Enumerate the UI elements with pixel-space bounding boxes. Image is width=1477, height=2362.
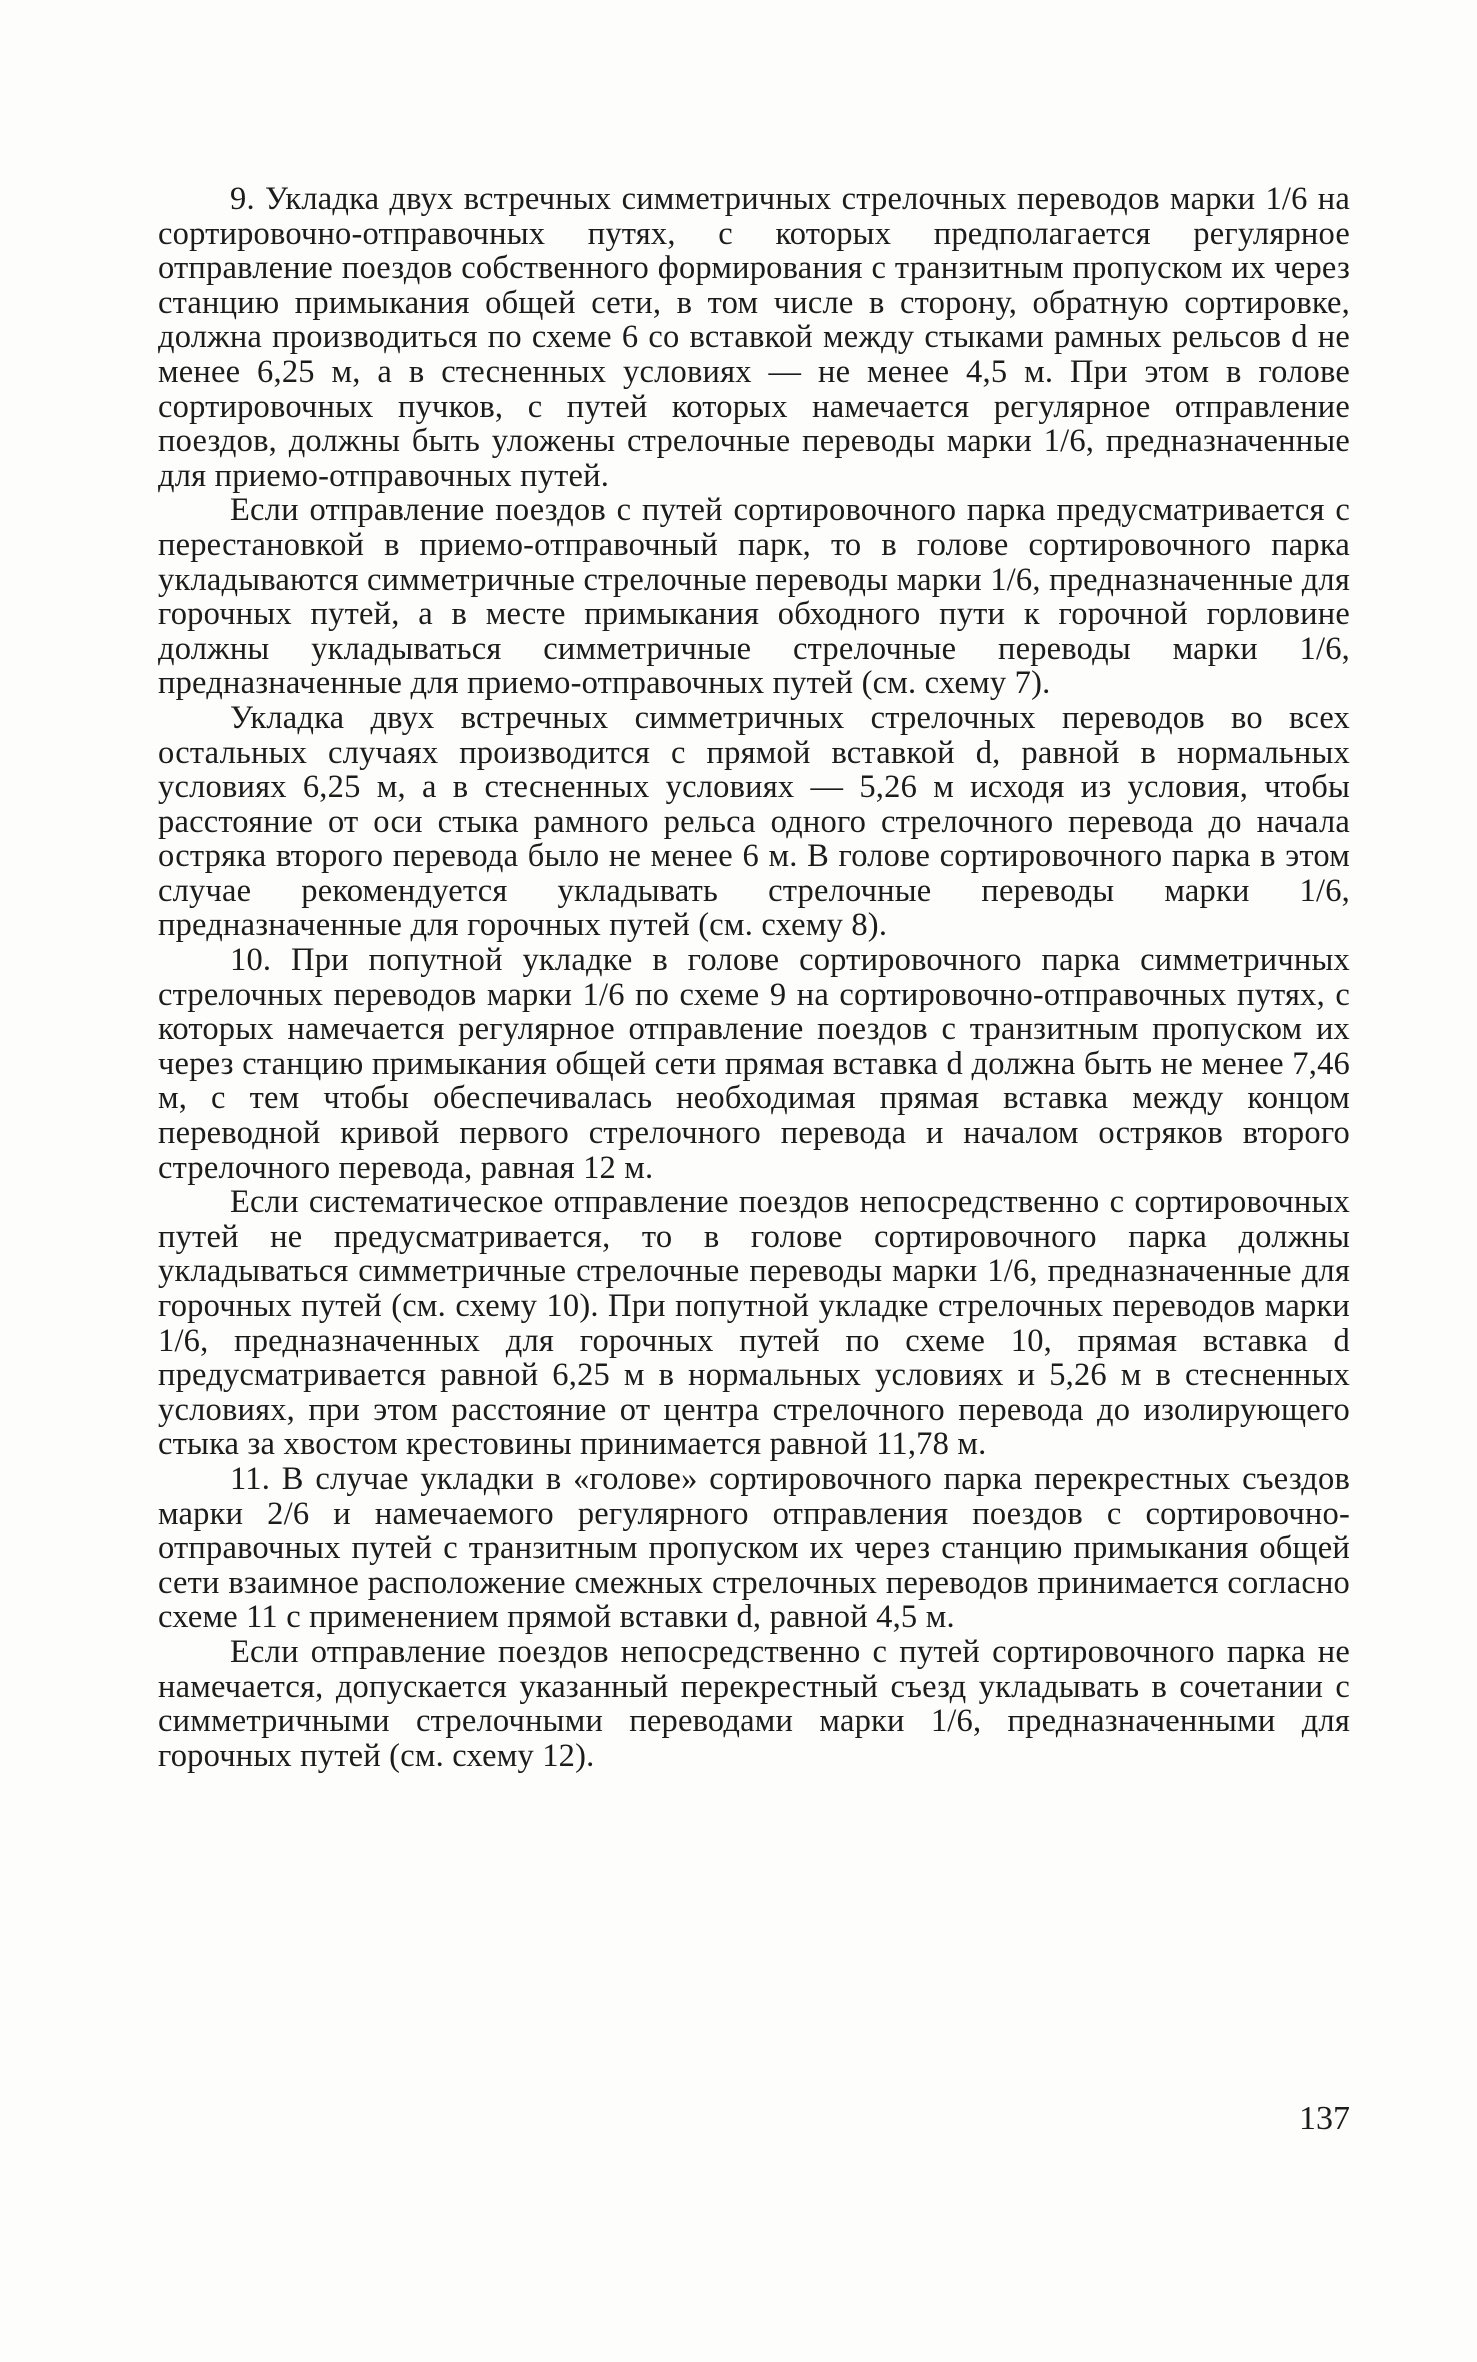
body-text: [158, 182, 1350, 1773]
paragraph-otpravlenie-s-perestanovkoy: Если отправление поездов с путей сортировочного парка предусматривается с перестановкой в приемо-отправочный парк, то в голове сортировочного парка укладываются симметричные стрелочные переводы марки 1/6, предназначенные для горочных путей, а в месте примыкания обходного пути к горочной горловине должны укладываться симметричные стрелочные переводы марки 1/6, предназначенные для приемо-отправочных путей (см. схему 7).: [158, 492, 1350, 702]
paragraph-sistematicheskoe-otpravlenie: Если систематическое отправление поездов непосредственно с сортировочных путей не предусматривается, то в голове сортировочного парка должны укладываться симметричные стрелочные переводы марки 1/6, предназначенные для горочных путей (см. схему 10). При попутной укладке стрелочных переводов марки 1/6, предназначенных для горочных путей по схеме 10, прямая вставка d предусматривается равной 6,25 м в нормальных условиях и 5,26 м в стесненных условиях, при этом расстояние от центра стрелочного перевода до изолирующего стыка за хвостом крестовины принимается равной 11,78 м.: [158, 1184, 1350, 1463]
page-number: 137: [1299, 2100, 1350, 2137]
paragraph-11: 11. В случае укладки в «голове» сортировочного парка перекрестных съездов марки 2/6 и намечаемого регулярного отправления поездов с сортировочно-отправочных путей с транзитным пропуском их через станцию примыкания общей сети взаимное расположение смежных стрелочных переводов принимается согласно схеме 11 с применением прямой вставки d, равной 4,5 м.: [158, 1460, 1350, 1636]
paragraph-perekrestnyy-sezd: Если отправление поездов непосредственно с путей сортировочного парка не намечается, допускается указанный перекрестный съезд укладывать в сочетании с симметричными стрелочными переводами марки 1/6, предназначенными для горочных путей (см. схему 12).: [158, 1633, 1350, 1774]
paragraph-ukladka-ostalnye-sluchai: Укладка двух встречных симметричных стрелочных переводов во всех остальных случаях производится с прямой вставкой d, равной в нормальных условиях 6,25 м, а в стесненных условиях — 5,26 м исходя из условия, чтобы расстояние от оси стыка рамного рельса одного стрелочного перевода до начала остряка второго перевода было не менее 6 м. В голове сортировочного парка в этом случае рекомендуется укладывать стрелочные переводы марки 1/6, предназначенные для горочных путей (см. схему 8).: [158, 699, 1350, 944]
paragraph-9: 9. Укладка двух встречных симметричных стрелочных переводов марки 1/6 на сортировочно-отправочных путях, с которых предполагается регулярное отправление поездов собственного формирования с транзитным пропуском их через станцию примыкания общей сети, в том числе в сторону, обратную сортировке, должна производиться по схеме 6 со вставкой между стыками рамных рельсов d не менее 6,25 м, а в стесненных условиях — не менее 4,5 м. При этом в голове сортировочных пучков, с путей которых намечается регулярное отправление поездов, должны быть уложены стрелочные переводы марки 1/6, предназначенные для приемо-отправочных путей.: [158, 181, 1350, 494]
paragraph-10: 10. При попутной укладке в голове сортировочного парка симметричных стрелочных переводов марки 1/6 по схеме 9 на сортировочно-отправочных путях, с которых намечается регулярное отправление поездов с транзитным пропуском их через станцию примыкания общей сети прямая вставка d должна быть не менее 7,46 м, с тем чтобы обеспечивалась необходимая прямая вставка между концом переводной кривой первого стрелочного перевода и началом остряков второго стрелочного перевода, равная 12 м.: [158, 942, 1350, 1186]
